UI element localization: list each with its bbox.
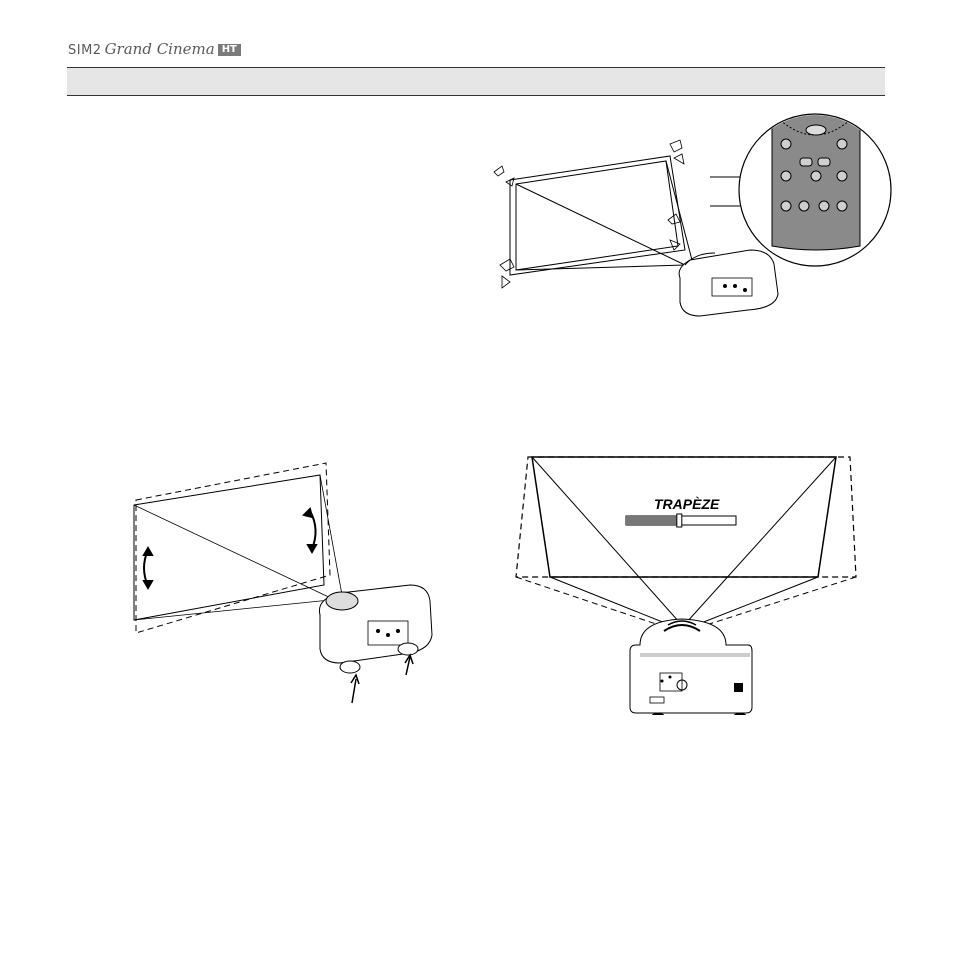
figure-remote-geometry bbox=[480, 100, 900, 320]
product-badge: HT bbox=[218, 44, 241, 56]
projector-illustration bbox=[630, 619, 752, 715]
brand-logo bbox=[68, 38, 241, 58]
osd-menu-title: TRAPÈZE bbox=[654, 496, 720, 512]
foot-adjust-arrow-icon bbox=[351, 655, 413, 703]
figure-keystone-correction bbox=[510, 445, 870, 715]
projector-illustration bbox=[679, 250, 778, 316]
section-header-bar bbox=[67, 67, 885, 96]
figure-tilt-adjustment bbox=[120, 435, 440, 710]
brand-name: SIM2 bbox=[68, 43, 102, 58]
tilt-arrow-left-icon bbox=[144, 548, 152, 588]
remote-control-illustration bbox=[739, 113, 891, 266]
product-name: Grand Cinema bbox=[104, 40, 215, 58]
osd-slider bbox=[626, 514, 736, 527]
tilt-arrow-right-icon bbox=[304, 509, 316, 552]
projector-illustration bbox=[319, 585, 432, 673]
